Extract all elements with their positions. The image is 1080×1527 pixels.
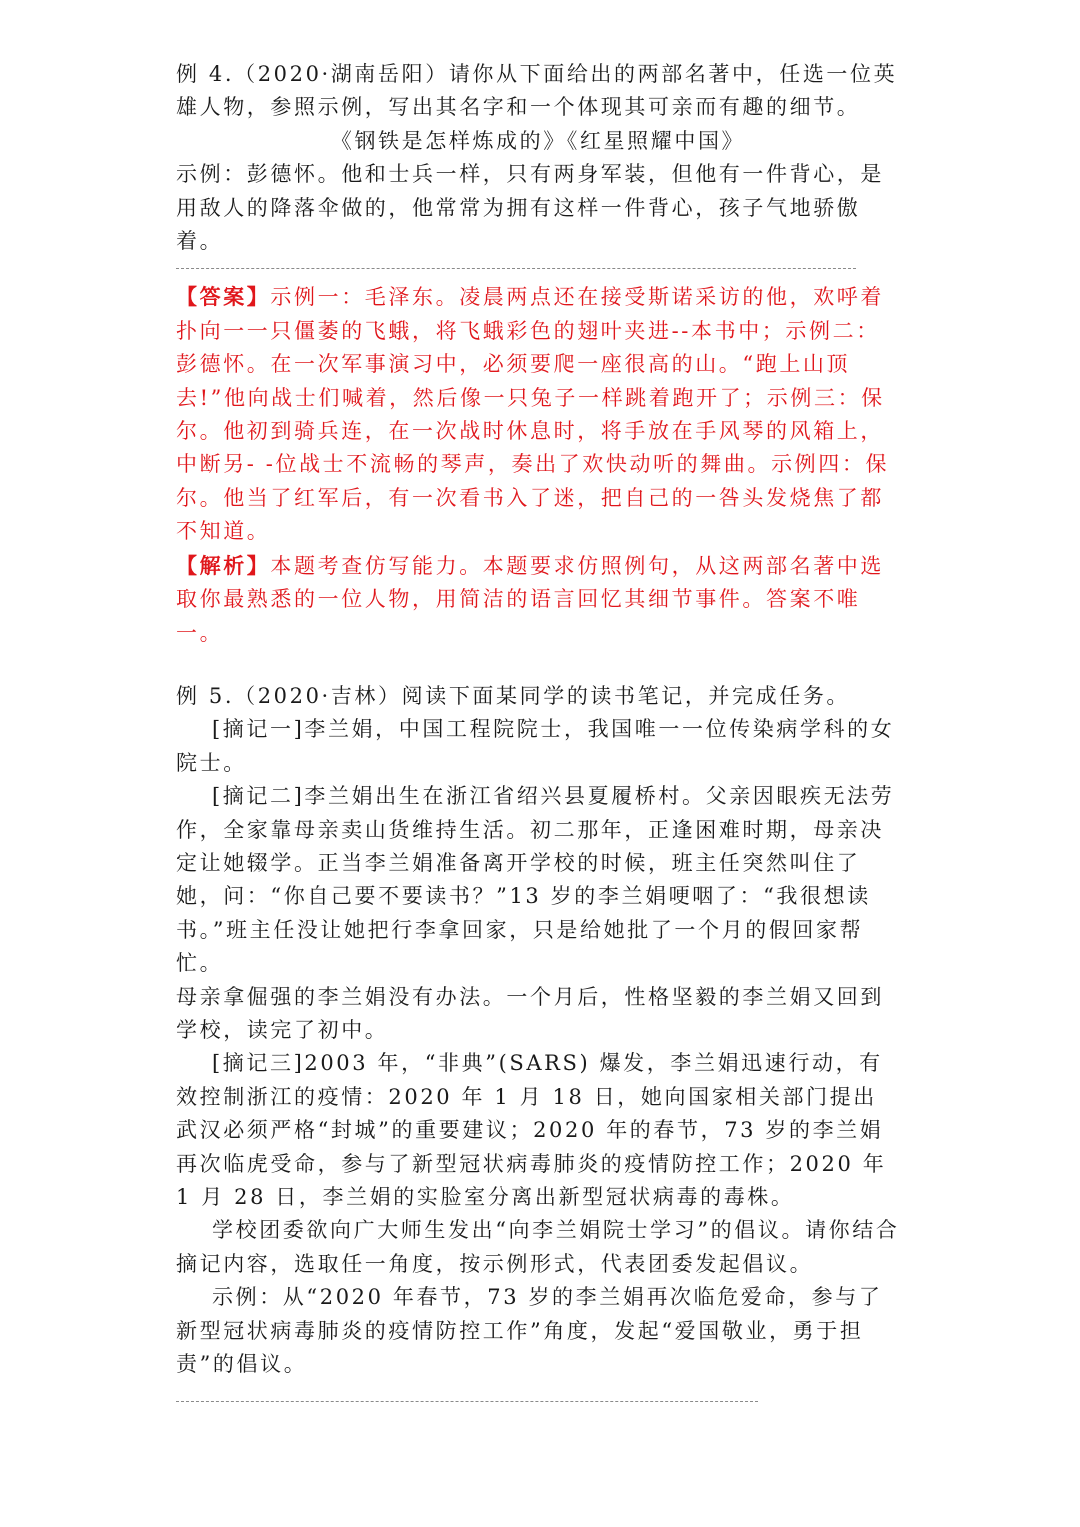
analysis-tag: 【解析】	[176, 552, 271, 578]
document-body	[176, 58, 900, 1413]
example-4-books: 《钢铁是怎样炼成的》《红星照耀中国》	[330, 128, 746, 153]
example-5-question: 例 5.（2020·吉林）阅读下面某同学的读书笔记，并完成任务。	[176, 683, 851, 708]
analysis-text: 本题考查仿写能力。本题要求仿照例句，从这两部名著中选取你最熟悉的一位人物，用简洁的语言回忆其细节事件。答案不唯一。	[176, 553, 885, 645]
example-4-sample: 示例：彭德怀。他和士兵一样，只有两身军装，但他有一件背心，是用敌人的降落伞做的，他常常为拥有这样一件背心，孩子气地骄傲着。	[176, 162, 884, 254]
section-gap	[176, 650, 900, 680]
task-text: 学校团委欲向广大师生发出“向李兰娟院士学习”的倡议。请你结合摘记内容，选取任一角度，按示例形式，代表团委发起倡议。	[176, 1218, 900, 1276]
note-2-continued: 母亲拿倔强的李兰娟没有办法。一个月后，性格坚毅的李兰娟又回到学校，读完了初中。	[176, 984, 884, 1042]
answer-line-2	[176, 1401, 758, 1403]
example-5-sample: 示例：从“2020 年春节，73 岁的李兰娟再次临危爱命，参与了新型冠状病毒肺炎的疫情防控工作”角度，发起“爱国敬业，勇于担责”的倡议。	[176, 1285, 883, 1377]
answer-line	[176, 268, 856, 270]
example-4-analysis	[176, 549, 900, 650]
answer-text: 示例一：毛泽东。凌晨两点还在接受斯诺采访的他，欢呼着扑向一一只僵萎的飞蛾，将飞蛾彩色的翅叶夹进--本书中；示例二：彭德怀。在一次军事演习中，必须要爬一座很高的山。“跑上山顶去!”他向战士们喊着，然后像一只兔子一样跳着跑开了；示例三：保尔。他初到骑兵连，在一次战时休息时，将手放在手风琴的风箱上，中断另- -位战士不流畅的琴声，奏出了欢快动听的舞曲。示例四：保尔。他当了红军后，有一次看书入了迷，把自己的一咎头发烧焦了都不知道。	[176, 285, 890, 544]
note-2: [摘记二]李兰娟出生在浙江省绍兴县夏履桥村。父亲因眼疾无法劳作，全家靠母亲卖山货维持生活。初二那年，正逢困难时期，母亲决定让她辍学。正当李兰娟准备离开学校的时候，班主任突然叫住了她，问：“你自己要不要读书？”13 岁的李兰娟哽咽了：“我很想读书。”班主任没让她把行李拿回家，只是给她批了一个月的假回家帮忙。	[176, 784, 895, 976]
note-3: [摘记三]2003 年，“非典”(SARS) 爆发，李兰娟迅速行动，有效控制浙江的疫情：2020 年 1 月 18 日，她向国家相关部门提出武汉必须严格“封城”的重要建议；2020 年的春节，73 岁的李兰娟再次临虎受命，参与了新型冠状病毒肺炎的疫情防控工作；2020 年 1 月 28 日，李兰娟的实脸室分离出新型冠状病毒的毒株。	[176, 1051, 887, 1209]
note-1: [摘记一]李兰娟，中国工程院院士，我国唯一一位传染病学科的女院士。	[176, 717, 895, 775]
example-4-question: 例 4.（2020·湖南岳阳）请你从下面给出的两部名著中，任选一位英雄人物，参照示例，写出其名字和一个体现其可亲而有趣的细节。	[176, 62, 898, 120]
example-4-answer	[176, 280, 900, 548]
answer-tag: 【答案】	[176, 284, 271, 310]
